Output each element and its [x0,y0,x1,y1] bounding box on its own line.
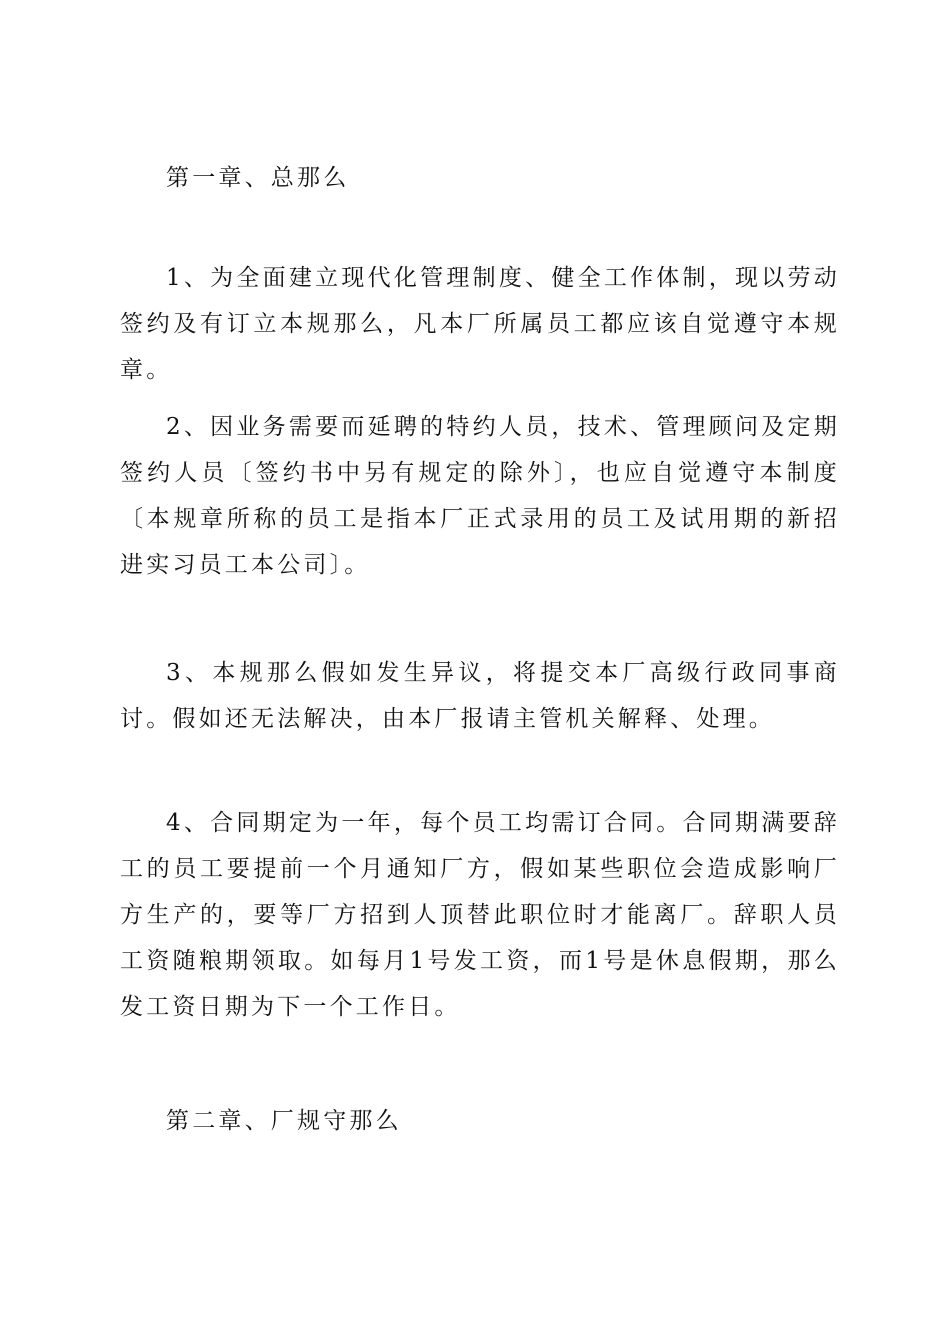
chapter-2-title: 第二章、厂规守那么 [166,1108,402,1134]
paragraph-4: 4、合同期定为一年，每个员工均需订合同。合同期满要辞工的员工要提前一个月通知厂方，假如某些职位会造成影响厂方生产的，要等厂方招到人顶替此职位时才能离厂。辞职人员工资随粮期领取。如每月1号发工资，而1号是休息假期，那么发工资日期为下一个工作日。 [120,810,840,1020]
paragraph-2: 2、因业务需要而延聘的特约人员，技术、管理顾问及定期签约人员〔签约书中另有规定的除外〕，也应自觉遵守本制度〔本规章所称的员工是指本厂正式录用的员工及试用期的新招进实习员工本公司〕。 [120,414,840,578]
paragraph-1: 1、为全面建立现代化管理制度、健全工作体制，现以劳动签约及有订立本规那么，凡本厂所属员工都应该自觉遵守本规章。 [120,265,840,383]
paragraph-3: 3、本规那么假如发生异议，将提交本厂高级行政同事商讨。假如还无法解决，由本厂报请主管机关解释、处理。 [120,660,840,732]
chapter-1-title: 第一章、总那么 [166,165,350,191]
